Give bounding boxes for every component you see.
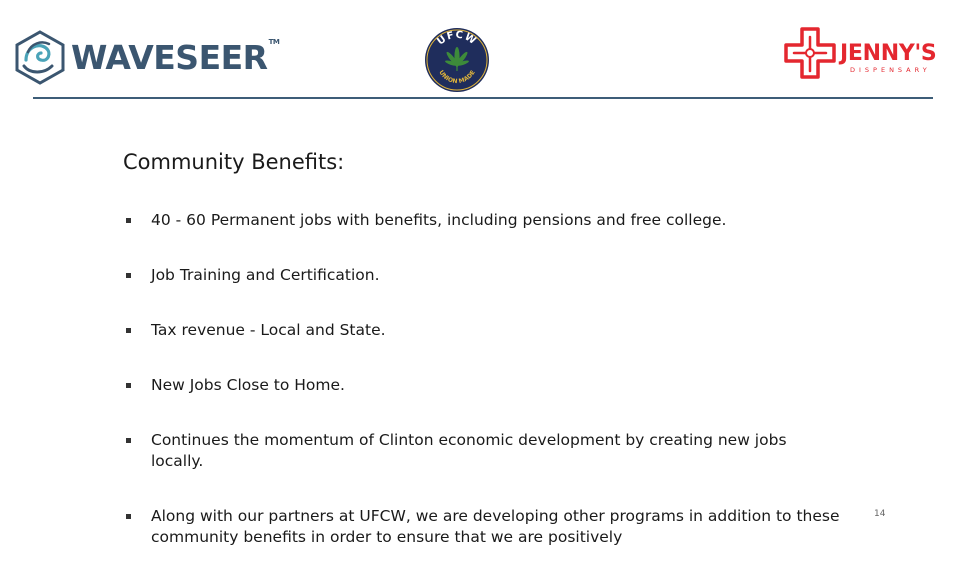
- list-item-text: New Jobs Close to Home.: [151, 376, 345, 394]
- list-item-text: Job Training and Certification.: [151, 266, 380, 284]
- header-divider: [33, 97, 933, 99]
- bullet-square-icon: [126, 383, 131, 388]
- bullet-square-icon: [126, 514, 131, 519]
- list-item-text: Tax revenue - Local and State.: [151, 321, 386, 339]
- list-item-text: Along with our partners at UFCW, we are developing other programs in addition to these community benefits in order to ensure that we are positively: [151, 507, 840, 546]
- medical-cross-icon: [782, 25, 838, 83]
- waveseer-trademark: TM: [268, 38, 280, 46]
- list-item: [123, 430, 843, 472]
- ufcw-top-text: UFCW: [435, 29, 479, 48]
- waveseer-wordmark: WAVESEER™: [71, 38, 280, 77]
- bullet-square-icon: [126, 328, 131, 333]
- slide-title: Community Benefits:: [123, 150, 345, 174]
- list-item: [123, 375, 843, 396]
- list-item: [123, 320, 843, 341]
- page-number: 14: [874, 509, 886, 519]
- ufcw-bottom-text: UNION MADE: [437, 69, 477, 86]
- list-item: [123, 265, 843, 286]
- jennys-dispensary-logo: [780, 25, 940, 85]
- bullet-square-icon: [126, 218, 131, 223]
- list-item-text: 40 - 60 Permanent jobs with benefits, including pensions and free college.: [151, 211, 727, 229]
- list-item: [123, 506, 843, 548]
- jennys-subtitle: DISPENSARY: [850, 66, 931, 74]
- benefits-list: [123, 210, 843, 582]
- waveseer-logo: [14, 30, 280, 90]
- ufcw-logo: [423, 27, 491, 93]
- list-item: [123, 210, 843, 231]
- ufcw-seal-icon: [423, 27, 491, 93]
- bullet-square-icon: [126, 438, 131, 443]
- waveseer-wave-icon: [14, 30, 66, 85]
- bullet-square-icon: [126, 273, 131, 278]
- jennys-wordmark: JENNY'S: [840, 41, 937, 66]
- list-item-text: Continues the momentum of Clinton economic development by creating new jobs locally.: [151, 431, 787, 470]
